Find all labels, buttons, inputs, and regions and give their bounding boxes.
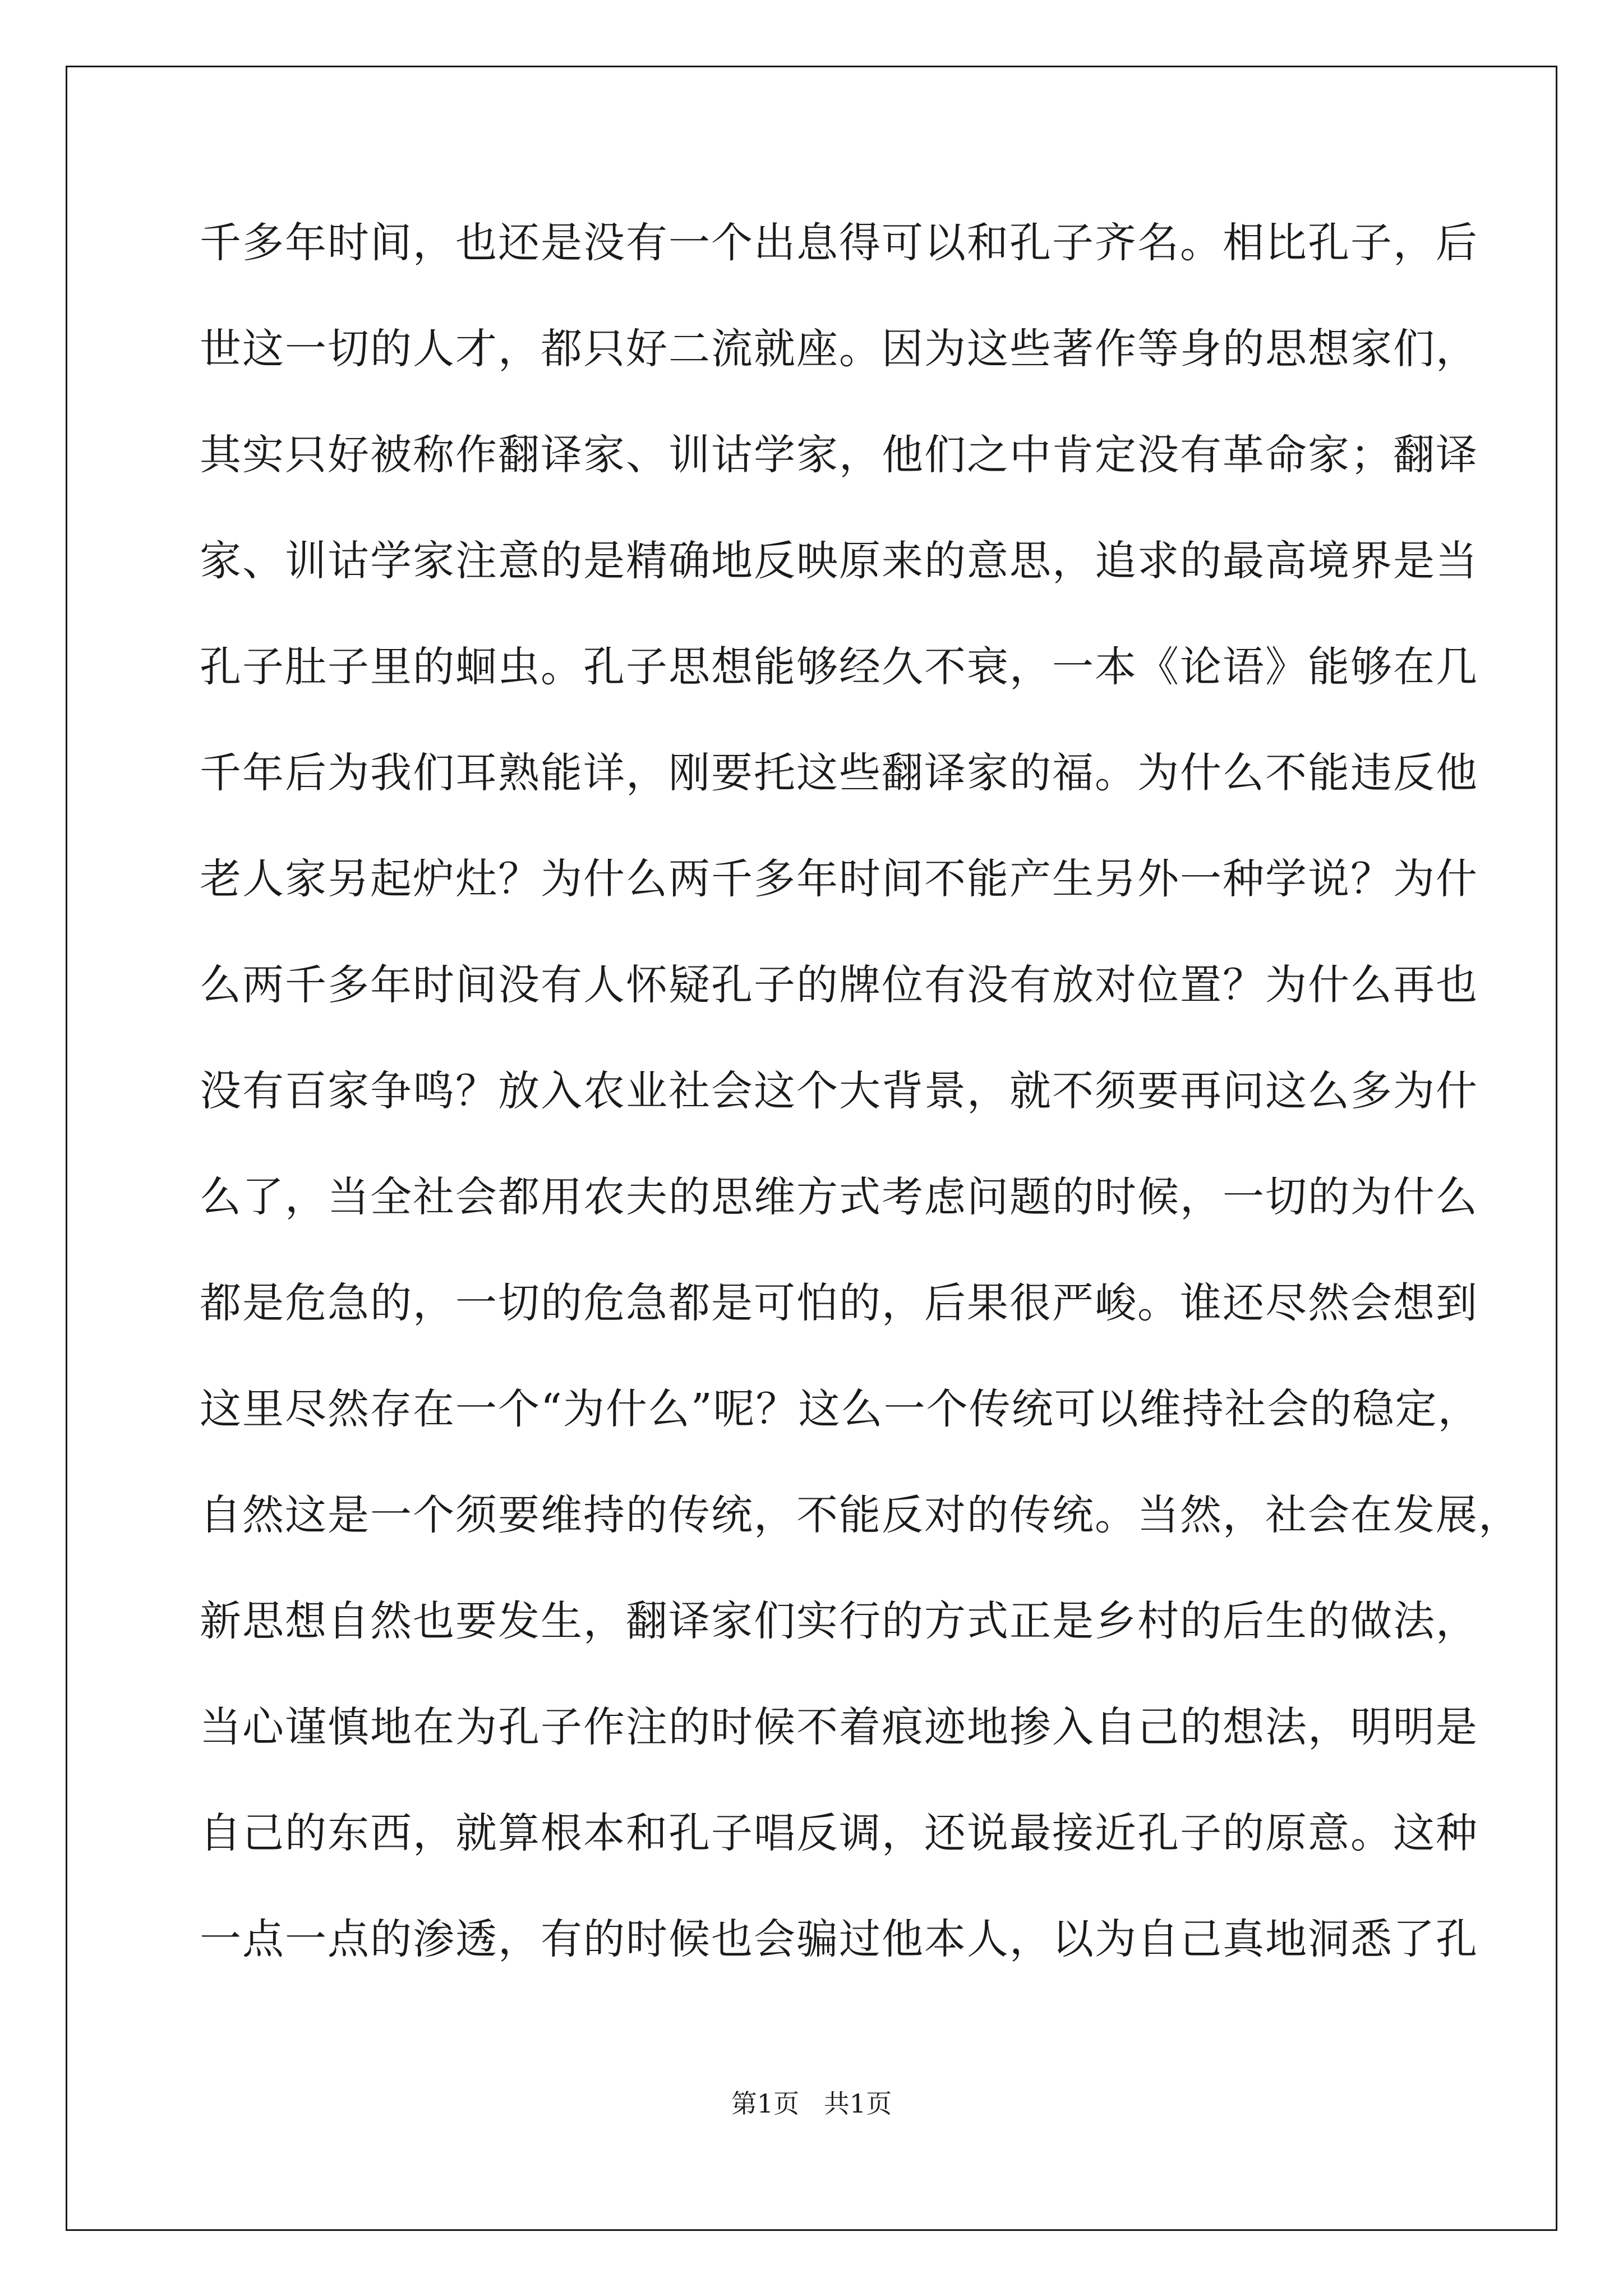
text-line: 这里尽然存在一个“为什么”呢？这么一个传统可以维持社会的稳定， <box>200 1385 1481 1433</box>
text-line: 其实只好被称作翻译家、训诂学家，他们之中肯定没有革命家；翻译 <box>200 431 1478 479</box>
text-line: 老人家另起炉灶？为什么两千多年时间不能产生另外一种学说？为什 <box>200 855 1478 903</box>
text-line: 么了，当全社会都用农夫的思维方式考虑问题的时候，一切的为什么 <box>200 1173 1478 1221</box>
text-line: 都是危急的，一切的危急都是可怕的，后果很严峻。谁还尽然会想到 <box>200 1279 1478 1327</box>
text-line: 世这一切的人才，都只好二流就座。因为这些著作等身的思想家们， <box>200 325 1478 373</box>
text-line: 家、训诂学家注意的是精确地反映原来的意思，追求的最高境界是当 <box>200 537 1478 585</box>
page-footer: 第1页 共1页 <box>731 2088 892 2119</box>
text-line: 一点一点的渗透，有的时候也会骗过他本人，以为自己真地洞悉了孔 <box>200 1915 1478 1963</box>
text-line: 千年后为我们耳熟能详，刚要托这些翻译家的福。为什么不能违反他 <box>200 749 1478 797</box>
text-line: 自己的东西，就算根本和孔子唱反调，还说最接近孔子的原意。这种 <box>200 1809 1478 1857</box>
text-line: 么两千多年时间没有人怀疑孔子的牌位有没有放对位置？为什么再也 <box>200 961 1478 1009</box>
text-line: 自然这是一个须要维持的传统，不能反对的传统。当然，社会在发展， <box>200 1491 1521 1539</box>
text-line: 新思想自然也要发生，翻译家们实行的方式正是乡村的后生的做法， <box>200 1597 1478 1645</box>
text-line: 孔子肚子里的蛔虫。孔子思想能够经久不衰，一本《论语》能够在几 <box>200 643 1478 691</box>
text-line: 千多年时间，也还是没有一个出息得可以和孔子齐名。相比孔子，后 <box>200 219 1478 267</box>
body-text <box>200 217 1521 2019</box>
text-line: 当心谨慎地在为孔子作注的时候不着痕迹地掺入自己的想法，明明是 <box>200 1703 1478 1751</box>
text-line: 没有百家争鸣？放入农业社会这个大背景，就不须要再问这么多为什 <box>200 1067 1478 1115</box>
